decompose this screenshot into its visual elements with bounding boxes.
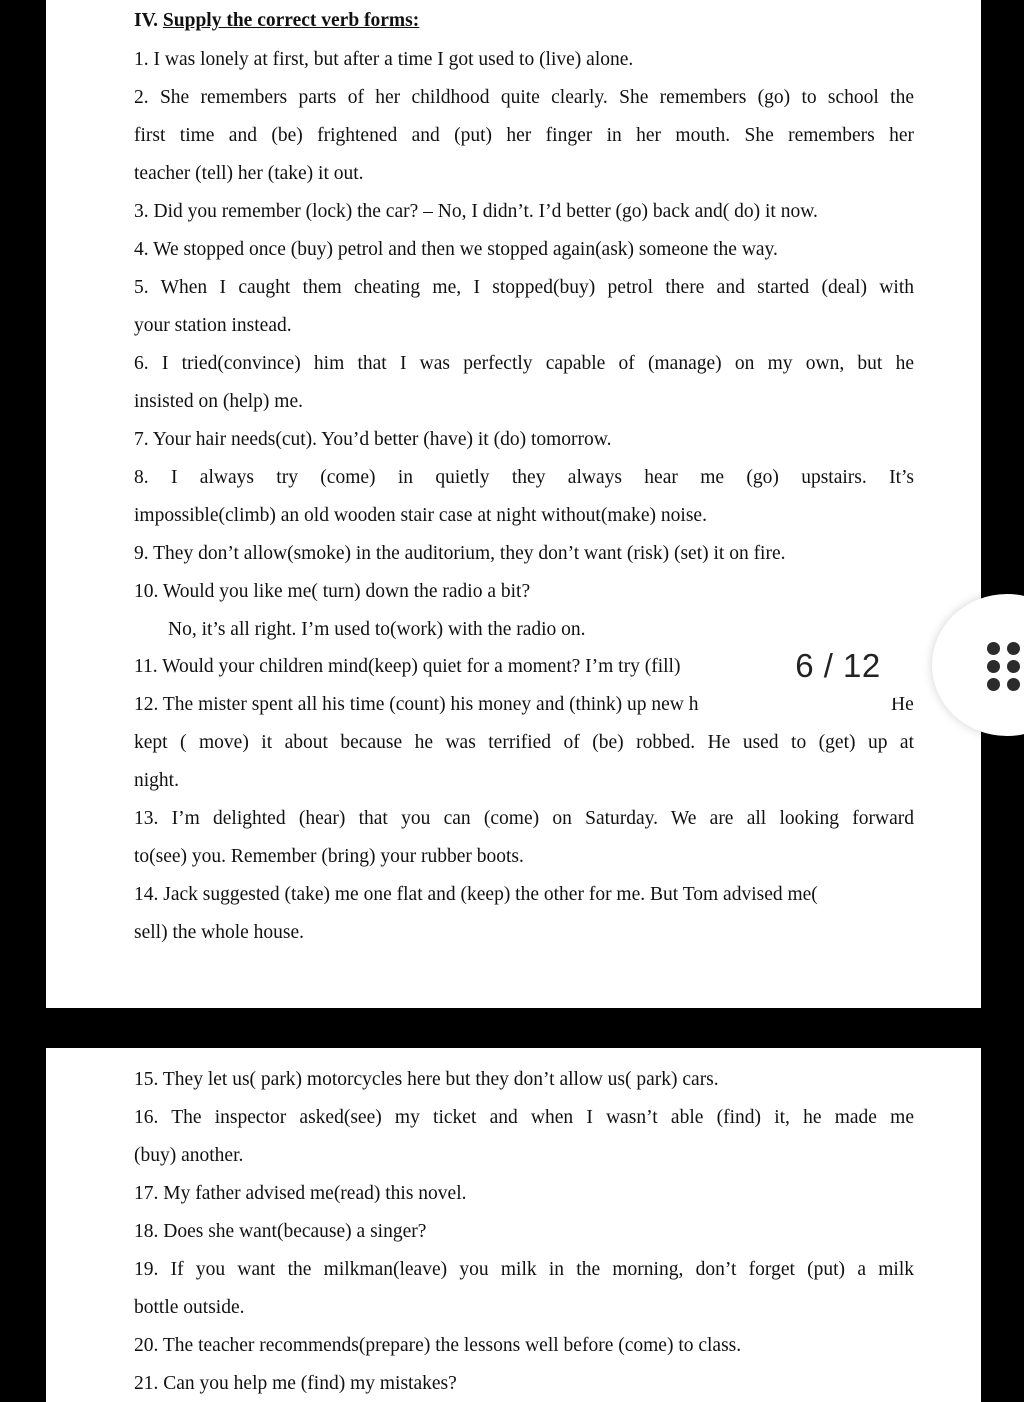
exercise-line: 9. They don’t allow(smoke) in the auditorium, they don’t want (risk) (set) it on fire. [134, 543, 786, 564]
page-counter-badge: 6 / 12 [757, 633, 919, 699]
exercise-line: 18. Does she want(because) a singer? [134, 1221, 427, 1242]
exercise-line: 16. The inspector asked(see) my ticket and when I wasn’t able (find) it, he made me [134, 1107, 914, 1128]
exercise-line: 7. Your hair needs(cut). You’d better (have) it (do) tomorrow. [134, 429, 612, 450]
section-number: IV. [134, 10, 159, 31]
exercise-line: to(see) you. Remember (bring) your rubber boots. [134, 846, 524, 867]
exercise-line: 15. They let us( park) motorcycles here but they don’t allow us( park) cars. [134, 1069, 719, 1090]
exercise-line: 3. Did you remember (lock) the car? – No, I didn’t. I’d better (go) back and( do) it now. [134, 201, 818, 222]
exercise-line: 20. The teacher recommends(prepare) the lessons well before (come) to class. [134, 1335, 742, 1356]
exercise-line: 11. Would your children mind(keep) quiet for a moment? I’m try (fill) [134, 656, 681, 677]
exercise-line: 17. My father advised me(read) this novel. [134, 1183, 467, 1204]
exercise-line: bottle outside. [134, 1297, 245, 1318]
exercise-line: 2. She remembers parts of her childhood quite clearly. She remembers (go) to school the [134, 87, 914, 108]
exercise-line: No, it’s all right. I’m used to(work) with the radio on. [168, 619, 586, 640]
document-page-6 [46, 0, 981, 1008]
exercise-line: 6. I tried(convince) him that I was perfectly capable of (manage) on my own, but he [134, 353, 914, 374]
section-title: Supply the correct verb forms: [162, 10, 420, 31]
exercise-line: (buy) another. [134, 1145, 244, 1166]
exercise-line: 14. Jack suggested (take) me one flat and (keep) the other for me. But Tom advised me( [134, 884, 818, 905]
exercise-line: insisted on (help) me. [134, 391, 303, 412]
exercise-line: 4. We stopped once (buy) petrol and then we stopped again(ask) someone the way. [134, 239, 778, 260]
exercise-line: 19. If you want the milkman(leave) you milk in the morning, don’t forget (put) a milk [134, 1259, 914, 1280]
exercise-line-fragment: He [891, 694, 914, 715]
document-page-7 [46, 1048, 981, 1402]
exercise-line: kept ( move) it about because he was terrified of (be) robbed. He used to (get) up at [134, 732, 914, 753]
exercise-line: 8. I always try (come) in quietly they always hear me (go) upstairs. It’s [134, 467, 914, 488]
exercise-line: teacher (tell) her (take) it out. [134, 163, 364, 184]
exercise-line: 12. The mister spent all his time (count) his money and (think) up new h [134, 694, 699, 715]
exercise-line: impossible(climb) an old wooden stair case at night without(make) noise. [134, 505, 707, 526]
exercise-line: first time and (be) frightened and (put) her finger in her mouth. She remembers her [134, 125, 914, 146]
section-heading [134, 9, 914, 33]
exercise-line: 10. Would you like me( turn) down the radio a bit? [134, 581, 531, 602]
exercise-line: 13. I’m delighted (hear) that you can (come) on Saturday. We are all looking forward [134, 808, 914, 829]
exercise-line: night. [134, 770, 179, 791]
exercise-line: sell) the whole house. [134, 922, 305, 943]
exercise-line: 5. When I caught them cheating me, I stopped(buy) petrol there and started (deal) with [134, 277, 914, 298]
exercise-line: 21. Can you help me (find) my mistakes? [134, 1373, 457, 1394]
exercise-line: 1. I was lonely at first, but after a time I got used to (live) alone. [134, 49, 634, 70]
exercise-line: your station instead. [134, 315, 292, 336]
